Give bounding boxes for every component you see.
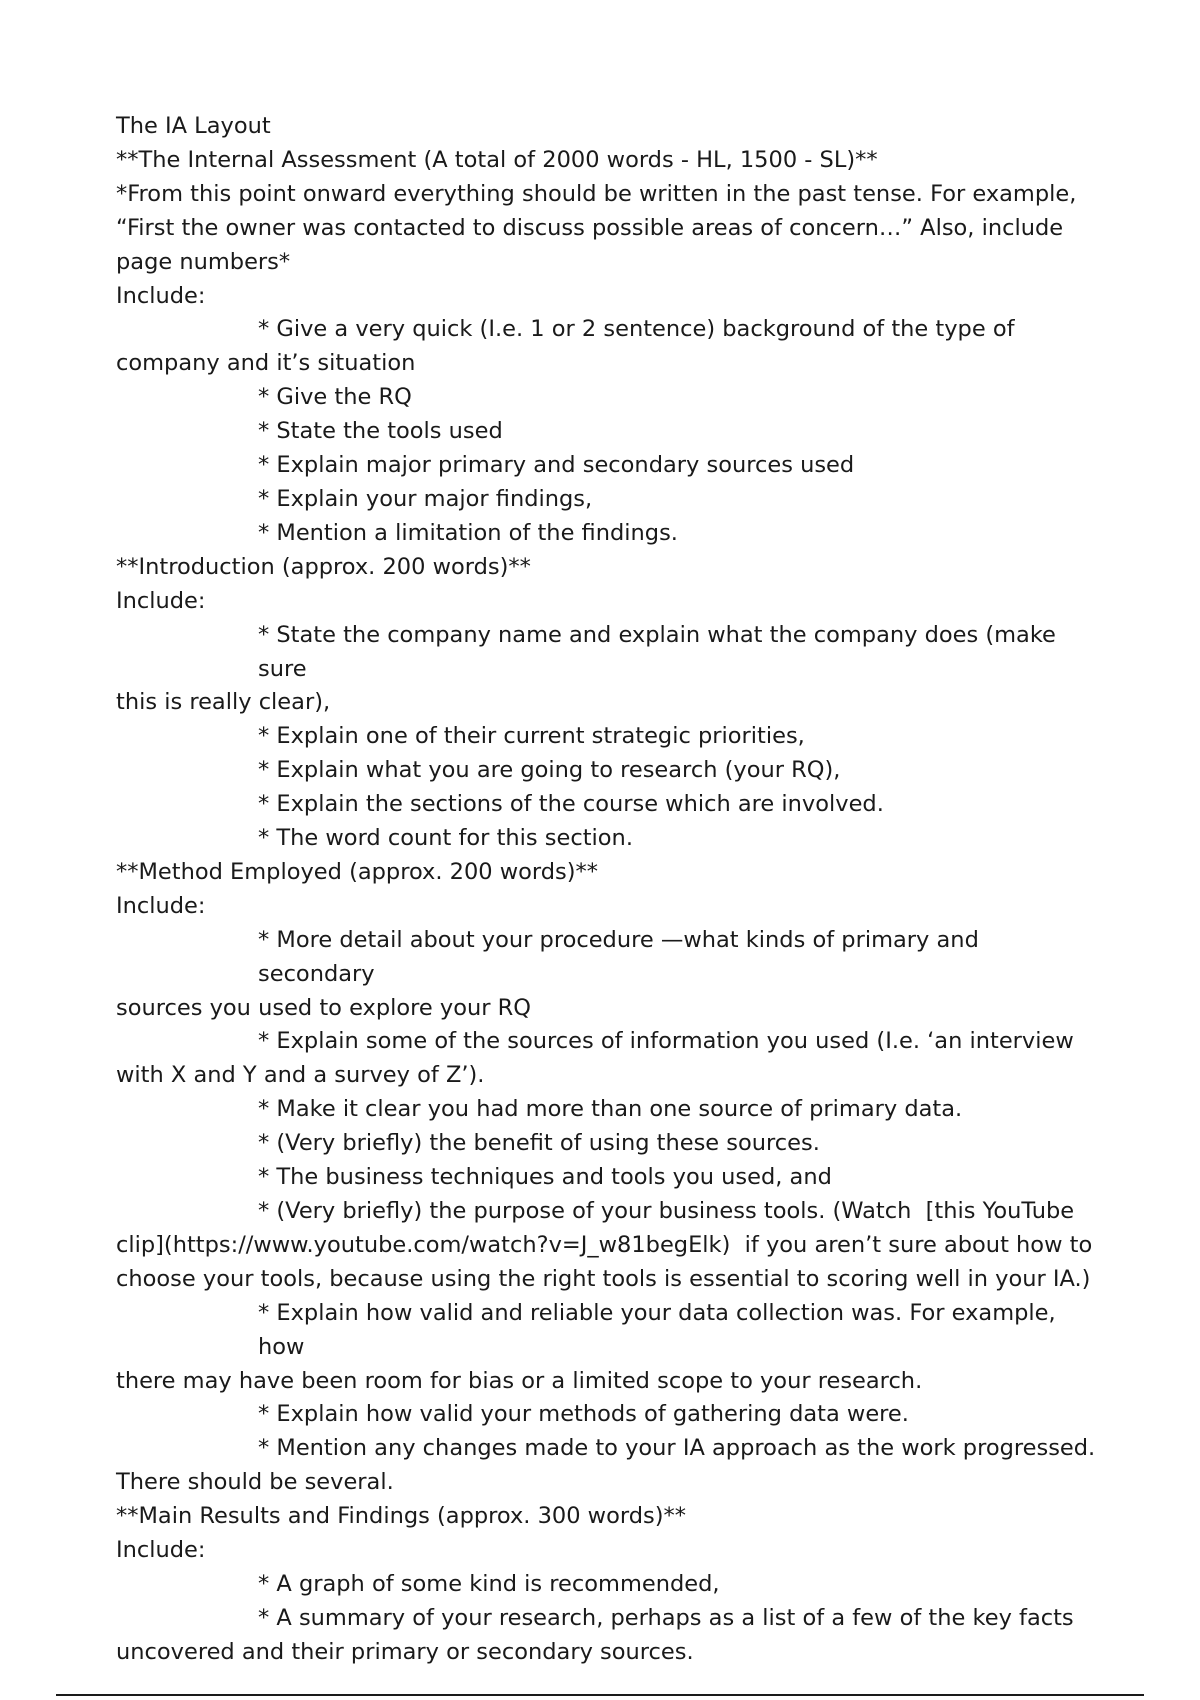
- list-item: * Explain some of the sources of information you used (I.e. ‘an interview with X and Y and a survey of Z’).: [116, 1028, 1074, 1089]
- footer-divider: [56, 1694, 1144, 1696]
- include-label: Include:: [116, 1537, 206, 1564]
- page-title: The IA Layout: [116, 113, 271, 139]
- results-heading: **Main Results and Findings (approx. 300 words)**: [116, 1503, 686, 1530]
- list-item: * Explain the sections of the course which are involved.: [258, 791, 884, 818]
- list-item: * A summary of your research, perhaps as a list of a few of the key facts uncovered and their primary or secondary sources.: [116, 1604, 1074, 1665]
- list-item: * Mention a limitation of the findings.: [258, 519, 678, 546]
- list-item: * Explain what you are going to research (your RQ),: [258, 757, 841, 784]
- method-heading: **Method Employed (approx. 200 words)**: [116, 858, 599, 885]
- include-label: Include:: [116, 282, 206, 309]
- include-label: Include:: [116, 587, 206, 614]
- list-item: * Explain how valid your methods of gathering data were.: [258, 1401, 909, 1428]
- list-item: * More detail about your procedure —what kinds of primary and secondary sources you used to explore your RQ: [116, 926, 987, 1021]
- list-item: * A graph of some kind is recommended,: [258, 1570, 720, 1597]
- list-item: * Explain your major findings,: [258, 485, 593, 512]
- list-item: * State the company name and explain what the company does (make sure this is really clear),: [116, 621, 1064, 716]
- list-item: * Mention any changes made to your IA approach as the work progressed. There should be several.: [116, 1435, 1096, 1496]
- list-item: * The business techniques and tools you used, and: [258, 1164, 832, 1191]
- list-item: * Give a very quick (I.e. 1 or 2 sentence) background of the type of company and it’s situation: [116, 316, 1015, 377]
- list-item: * State the tools used: [258, 418, 503, 445]
- document-body: [116, 110, 1096, 1670]
- include-label: Include:: [116, 892, 206, 919]
- list-item: * Explain how valid and reliable your data collection was. For example, how there may have been room for bias or a limited scope to your research.: [116, 1299, 1063, 1394]
- list-item: * Explain one of their current strategic priorities,: [258, 723, 805, 750]
- list-item: * (Very briefly) the purpose of your business tools. (Watch [this YouTube clip](https://www.youtube.com/watch?v=J_w81begElk) if you aren’t sure about how to choose your tools, because using the right tools is essential to scoring well in your IA.): [116, 1198, 1093, 1292]
- list-item: * (Very briefly) the benefit of using these sources.: [258, 1130, 820, 1157]
- list-item: * The word count for this section.: [258, 825, 633, 852]
- list-item: * Make it clear you had more than one source of primary data.: [258, 1096, 963, 1123]
- ia-note-line: page numbers*: [116, 248, 291, 275]
- ia-note-line: “First the owner was contacted to discuss possible areas of concern…” Also, include: [116, 214, 1064, 241]
- list-item: * Give the RQ: [258, 384, 412, 411]
- introduction-heading: **Introduction (approx. 200 words)**: [116, 553, 531, 580]
- ia-note-line: *From this point onward everything should be written in the past tense. For example,: [116, 180, 1077, 207]
- list-item: * Explain major primary and secondary sources used: [258, 452, 855, 479]
- ia-heading: **The Internal Assessment (A total of 2000 words - HL, 1500 - SL)**: [116, 146, 878, 173]
